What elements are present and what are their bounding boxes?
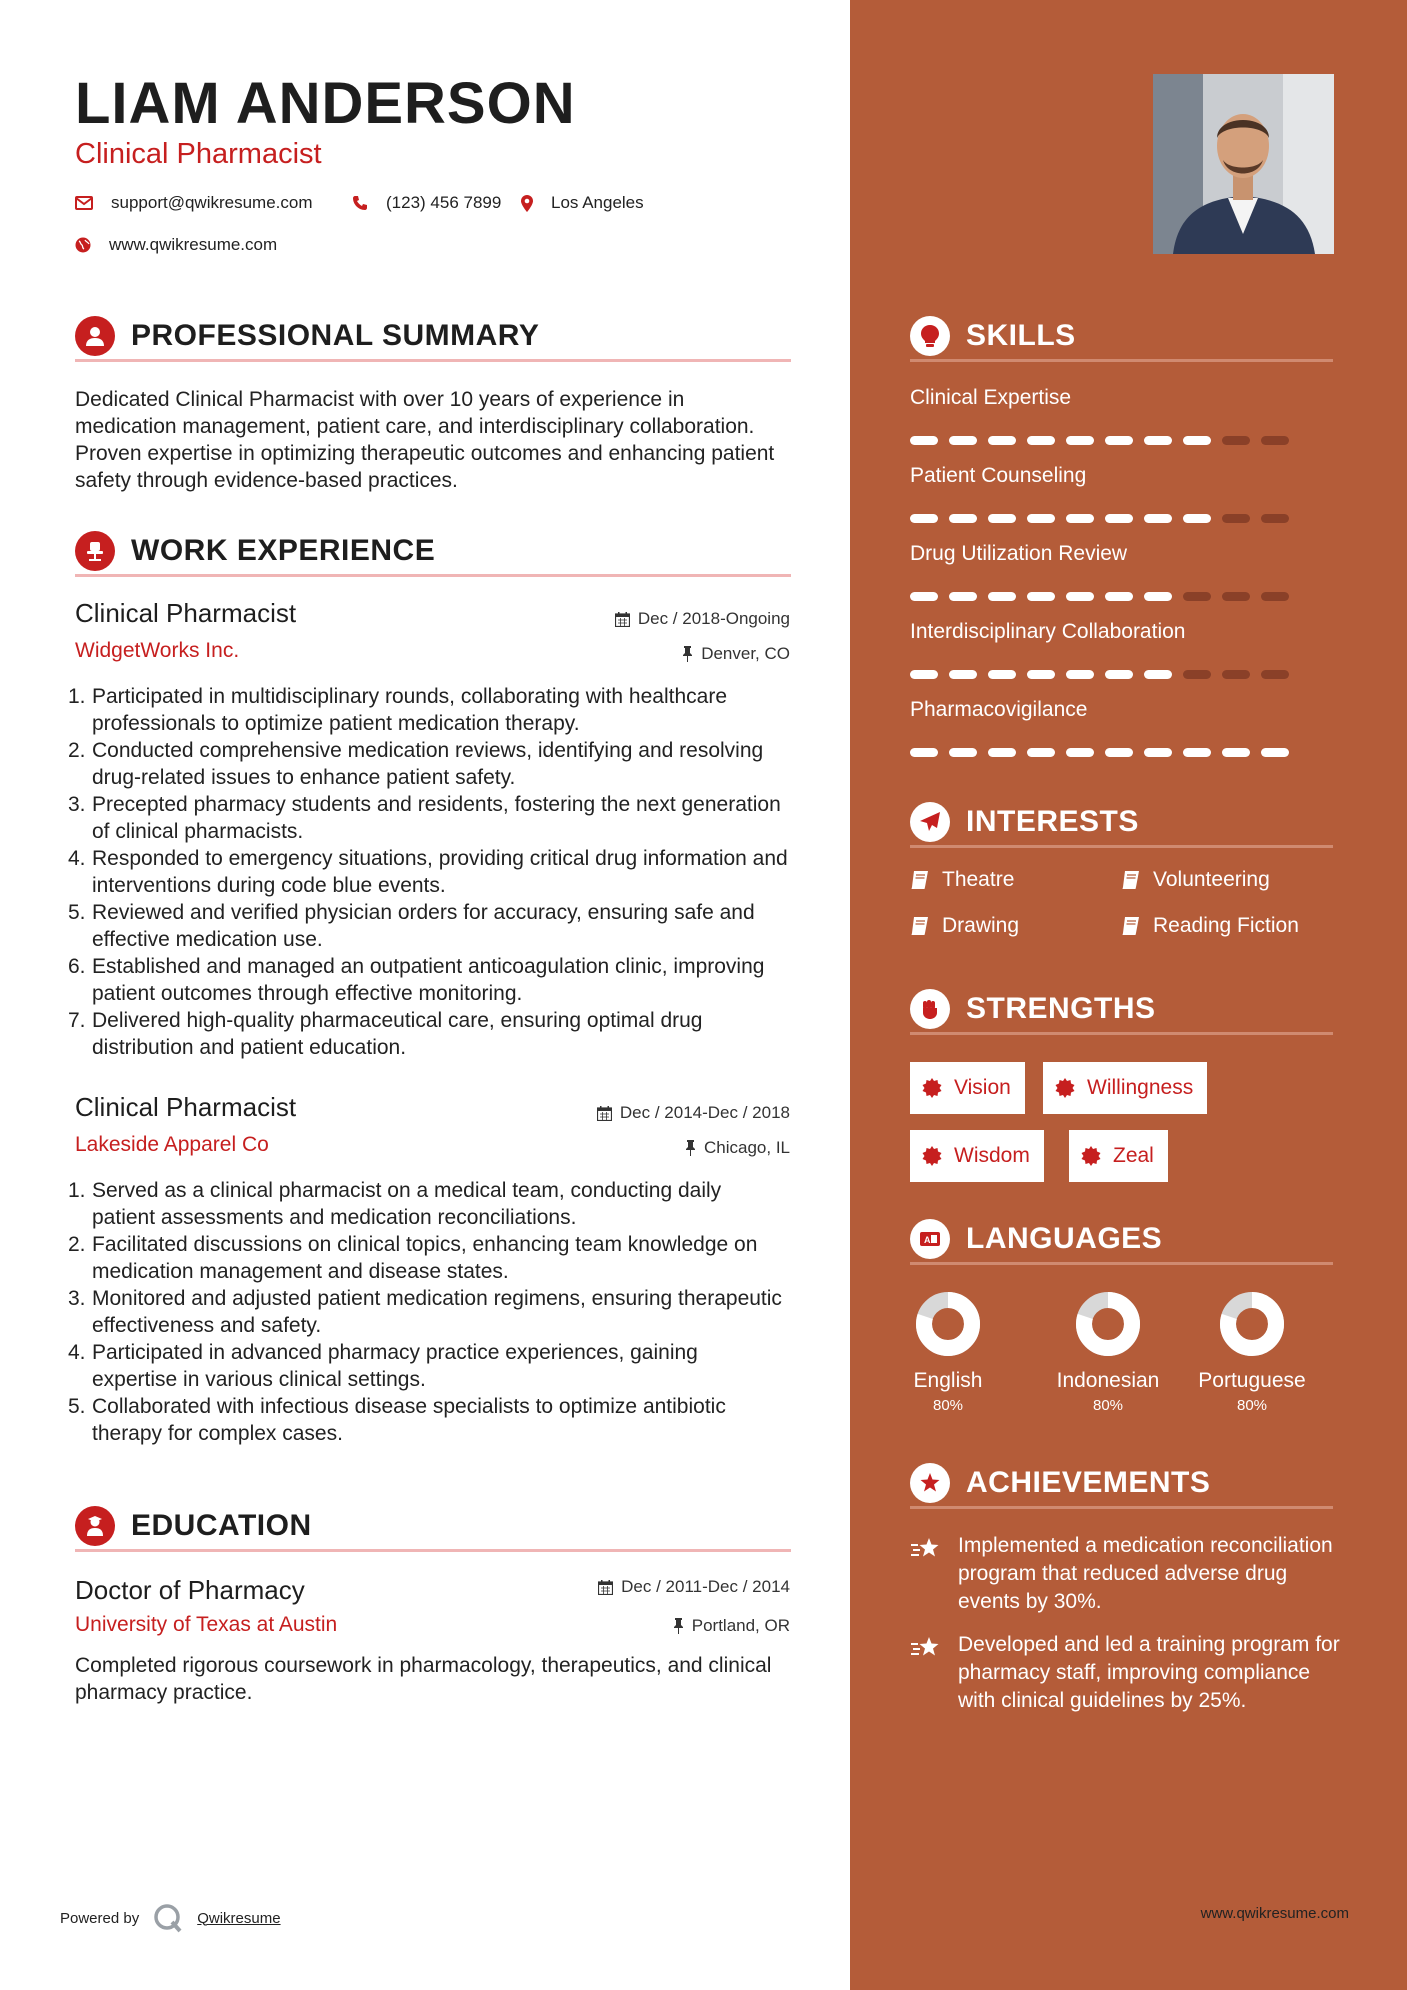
skill-dot-empty — [1261, 592, 1289, 601]
strength-badge: Wisdom — [910, 1130, 1044, 1182]
skill-label: Pharmacovigilance — [910, 698, 1088, 721]
education-description: Completed rigorous coursework in pharmacology, therapeutics, and clinical pharmacy practice. — [75, 1654, 772, 1704]
location-text: Los Angeles — [551, 193, 644, 212]
star-badge-icon — [910, 1463, 950, 1503]
section-header-achievements — [910, 1459, 1333, 1509]
globe-icon — [75, 237, 91, 253]
skill-dot-filled — [1144, 436, 1172, 445]
calendar-icon — [598, 1580, 613, 1595]
calendar-icon — [597, 1106, 612, 1121]
list-item: 4. Responded to emergency situations, providing critical drug information and interventions during code blue events. — [68, 847, 788, 897]
skill-dot-filled — [1066, 748, 1094, 757]
list-item: 1. Served as a clinical pharmacist on a medical team, conducting daily patient assessments and medication reconciliations. — [68, 1179, 722, 1229]
achievement-text: Implemented a medication reconciliation program that reduced adverse drug events by 30%. — [958, 1534, 1333, 1613]
powered-by-label: Powered by — [60, 1909, 140, 1927]
list-item: 4. Participated in advanced pharmacy practice experiences, gaining expertise in various clinical settings. — [68, 1341, 698, 1391]
skill-dot-filled — [1027, 514, 1055, 523]
paper-plane-icon — [910, 802, 950, 842]
achievement-text: Developed and led a training program for pharmacy staff, improving compliance with clinical guidelines by 25%. — [958, 1633, 1340, 1712]
section-header-strengths — [910, 985, 1333, 1035]
skill-dot-empty — [1261, 436, 1289, 445]
list-item: 5. Collaborated with infectious disease specialists to optimize antibiotic therapy for complex cases. — [68, 1395, 726, 1445]
language-percent: 80% — [1092, 1397, 1124, 1414]
job-date-text: Dec / 2014-Dec / 2018 — [619, 1103, 790, 1122]
job-location-text: Denver, CO — [701, 644, 790, 663]
phone-text: (123) 456 7899 — [386, 193, 502, 212]
book-icon — [910, 916, 930, 936]
list-item: 7. Delivered high-quality pharmaceutical care, ensuring optimal drug distribution and patient education. — [68, 1009, 703, 1059]
contact-location — [521, 193, 644, 213]
skill-dot-filled — [1183, 436, 1211, 445]
job-title: Clinical Pharmacist — [75, 598, 297, 628]
skill-dot-filled — [910, 670, 938, 679]
school-name: University of Texas at Austin — [75, 1613, 338, 1636]
badge-icon — [922, 1078, 942, 1098]
skill-dot-empty — [1222, 436, 1250, 445]
skill-dot-filled — [1105, 514, 1133, 523]
skill-dot-filled — [1105, 670, 1133, 679]
skill-dot-filled — [910, 592, 938, 601]
skill-dot-filled — [1105, 436, 1133, 445]
section-header-experience — [75, 527, 791, 577]
strengths-heading: STRENGTHS — [966, 991, 1156, 1025]
skill-dot-filled — [1222, 748, 1250, 757]
skill-dot-filled — [1027, 748, 1055, 757]
badge-icon — [922, 1146, 942, 1166]
flying-star-icon — [910, 1536, 942, 1562]
phone-icon — [352, 195, 368, 211]
skill-dot-empty — [1183, 592, 1211, 601]
email-text: support@qwikresume.com — [111, 193, 313, 212]
interests-heading: INTERESTS — [966, 804, 1139, 838]
list-item: 2. Facilitated discussions on clinical topics, enhancing team knowledge on medication management and disease states. — [68, 1233, 758, 1283]
lightbulb-icon — [910, 316, 950, 356]
interest-item: Theatre — [910, 868, 1014, 892]
language-name: Indonesian — [1056, 1369, 1160, 1392]
skill-dot-filled — [1027, 436, 1055, 445]
summary-heading: PROFESSIONAL SUMMARY — [131, 318, 540, 352]
skill-dot-filled — [988, 748, 1016, 757]
list-item: 3. Monitored and adjusted patient medication regimens, ensuring therapeutic effectiveness and safety. — [68, 1287, 782, 1337]
strength-badge: Vision — [910, 1062, 1025, 1114]
pushpin-icon — [685, 1140, 696, 1156]
skill-dot-filled — [1144, 592, 1172, 601]
job-duties-list — [68, 1177, 788, 1447]
list-item: 2. Conducted comprehensive medication reviews, identifying and resolving drug-related issues to enhance patient safety. — [68, 739, 764, 789]
language-ring-hole — [936, 1312, 960, 1336]
skill-dot-filled — [988, 670, 1016, 679]
job-company: WidgetWorks Inc. — [75, 639, 240, 662]
language-progress-ring — [1218, 1290, 1286, 1358]
candidate-name: LIAM ANDERSON — [75, 71, 576, 136]
contact-phone[interactable] — [352, 193, 501, 213]
chair-icon — [75, 531, 115, 571]
calendar-icon — [615, 612, 630, 627]
skill-dot-filled — [1144, 670, 1172, 679]
section-header-education — [75, 1502, 791, 1552]
fist-icon — [910, 989, 950, 1029]
job-title: Clinical Pharmacist — [75, 1092, 297, 1122]
skill-dot-empty — [1222, 592, 1250, 601]
skill-dot-empty — [1261, 670, 1289, 679]
skill-dot-filled — [910, 748, 938, 757]
language-ring-hole — [1240, 1312, 1264, 1336]
skill-dot-filled — [949, 514, 977, 523]
language-icon — [910, 1219, 950, 1259]
qwikresume-logo-icon — [153, 1903, 183, 1933]
skill-dot-filled — [949, 748, 977, 757]
language-item — [883, 1290, 1013, 1414]
achievement-item — [910, 1631, 1340, 1715]
section-header-summary — [75, 312, 791, 362]
skill-label: Interdisciplinary Collaboration — [910, 620, 1186, 643]
map-pin-icon — [521, 195, 533, 212]
summary-text: Dedicated Clinical Pharmacist with over 10 years of experience in medication management, patient care, and interdisciplinary collaboration. Proven expertise in optimizing therapeutic outcomes and enhancing patient safety through evidence-based practices. — [75, 388, 775, 492]
website-text: www.qwikresume.com — [109, 235, 278, 254]
skill-dot-filled — [1066, 436, 1094, 445]
list-item: 5. Reviewed and verified physician orders for accuracy, ensuring safe and effective medication use. — [68, 901, 755, 951]
badge-icon — [1081, 1146, 1101, 1166]
book-icon — [910, 870, 930, 890]
list-item: 6. Established and managed an outpatient anticoagulation clinic, improving patient outcomes through effective monitoring. — [68, 955, 765, 1005]
section-header-skills — [910, 312, 1333, 362]
education-location — [673, 1616, 790, 1636]
skill-dot-filled — [949, 436, 977, 445]
job-date — [615, 609, 790, 629]
interest-item: Reading Fiction — [1121, 914, 1299, 938]
skill-dot-empty — [1183, 670, 1211, 679]
skill-dot-empty — [1222, 670, 1250, 679]
strength-badge: Willingness — [1043, 1062, 1207, 1114]
brand-link[interactable]: Qwikresume — [197, 1909, 281, 1927]
education-date-text: Dec / 2011-Dec / 2014 — [621, 1577, 790, 1596]
skill-dot-filled — [1105, 748, 1133, 757]
skill-rating — [910, 670, 1300, 679]
badge-icon — [1055, 1078, 1075, 1098]
skill-dot-empty — [1222, 514, 1250, 523]
flying-star-icon — [910, 1635, 942, 1661]
language-item — [1043, 1290, 1173, 1414]
skill-dot-filled — [910, 514, 938, 523]
language-name: Portuguese — [1198, 1369, 1306, 1392]
job-date — [597, 1103, 790, 1123]
footer-powered-by — [60, 1903, 281, 1933]
language-percent: 80% — [932, 1397, 964, 1414]
education-location-text: Portland, OR — [691, 1616, 790, 1635]
skill-dot-empty — [1261, 514, 1289, 523]
skill-dot-filled — [988, 436, 1016, 445]
job-location-text: Chicago, IL — [704, 1138, 790, 1157]
strength-badge: Zeal — [1069, 1130, 1168, 1182]
language-item — [1187, 1290, 1317, 1414]
envelope-icon — [75, 196, 93, 210]
skill-label: Patient Counseling — [910, 464, 1087, 487]
skill-dot-filled — [1066, 592, 1094, 601]
job-duties-list — [68, 683, 788, 1061]
skill-label: Clinical Expertise — [910, 386, 1072, 409]
interest-item: Volunteering — [1121, 868, 1270, 892]
skill-dot-filled — [988, 514, 1016, 523]
interest-item: Drawing — [910, 914, 1019, 938]
book-icon — [1121, 916, 1141, 936]
contact-website[interactable] — [75, 235, 277, 255]
education-heading: EDUCATION — [131, 1508, 312, 1542]
skill-rating — [910, 514, 1300, 523]
skill-dot-filled — [1261, 748, 1289, 757]
achievement-item — [910, 1532, 1340, 1616]
skill-dot-filled — [1144, 748, 1172, 757]
skill-rating — [910, 436, 1300, 445]
achievements-heading: ACHIEVEMENTS — [966, 1465, 1211, 1499]
job-date-text: Dec / 2018-Ongoing — [637, 609, 790, 628]
experience-heading: WORK EXPERIENCE — [131, 533, 436, 567]
skill-dot-filled — [1183, 748, 1211, 757]
list-item: 1. Participated in multidisciplinary rounds, collaborating with healthcare professionals to optimize patient medication therapy. — [68, 685, 727, 735]
job-company: Lakeside Apparel Co — [75, 1133, 269, 1156]
list-item: 3. Precepted pharmacy students and residents, fostering the next generation of clinical pharmacists. — [68, 793, 781, 843]
section-header-languages — [910, 1215, 1333, 1265]
candidate-title: Clinical Pharmacist — [75, 138, 322, 170]
job-location — [685, 1138, 790, 1158]
skill-dot-filled — [1144, 514, 1172, 523]
education-date — [598, 1577, 790, 1597]
language-progress-ring — [914, 1290, 982, 1358]
language-progress-ring — [1074, 1290, 1142, 1358]
language-name: English — [913, 1369, 983, 1392]
footer-url[interactable]: www.qwikresume.com — [1200, 1905, 1349, 1922]
languages-heading: LANGUAGES — [966, 1221, 1163, 1255]
skill-dot-filled — [988, 592, 1016, 601]
pushpin-icon — [682, 646, 693, 662]
svg-text:A: A — [924, 1234, 931, 1245]
skill-dot-filled — [1027, 670, 1055, 679]
skill-dot-filled — [1066, 514, 1094, 523]
skill-dot-filled — [949, 670, 977, 679]
graduate-icon — [75, 1506, 115, 1546]
skill-rating — [910, 592, 1300, 601]
profile-photo — [1153, 74, 1334, 254]
language-ring-hole — [1096, 1312, 1120, 1336]
skill-dot-filled — [949, 592, 977, 601]
skill-dot-filled — [1027, 592, 1055, 601]
skill-label: Drug Utilization Review — [910, 542, 1128, 565]
language-percent: 80% — [1236, 1397, 1268, 1414]
skill-rating — [910, 748, 1300, 757]
job-location — [682, 644, 790, 664]
degree-title: Doctor of Pharmacy — [75, 1575, 305, 1605]
contact-email[interactable] — [75, 193, 313, 213]
skills-heading: SKILLS — [966, 318, 1076, 352]
skill-dot-filled — [1183, 514, 1211, 523]
skill-dot-filled — [910, 436, 938, 445]
skill-dot-filled — [1066, 670, 1094, 679]
section-header-interests — [910, 798, 1333, 848]
pushpin-icon — [673, 1618, 684, 1634]
skill-dot-filled — [1105, 592, 1133, 601]
user-icon — [75, 316, 115, 356]
book-icon — [1121, 870, 1141, 890]
